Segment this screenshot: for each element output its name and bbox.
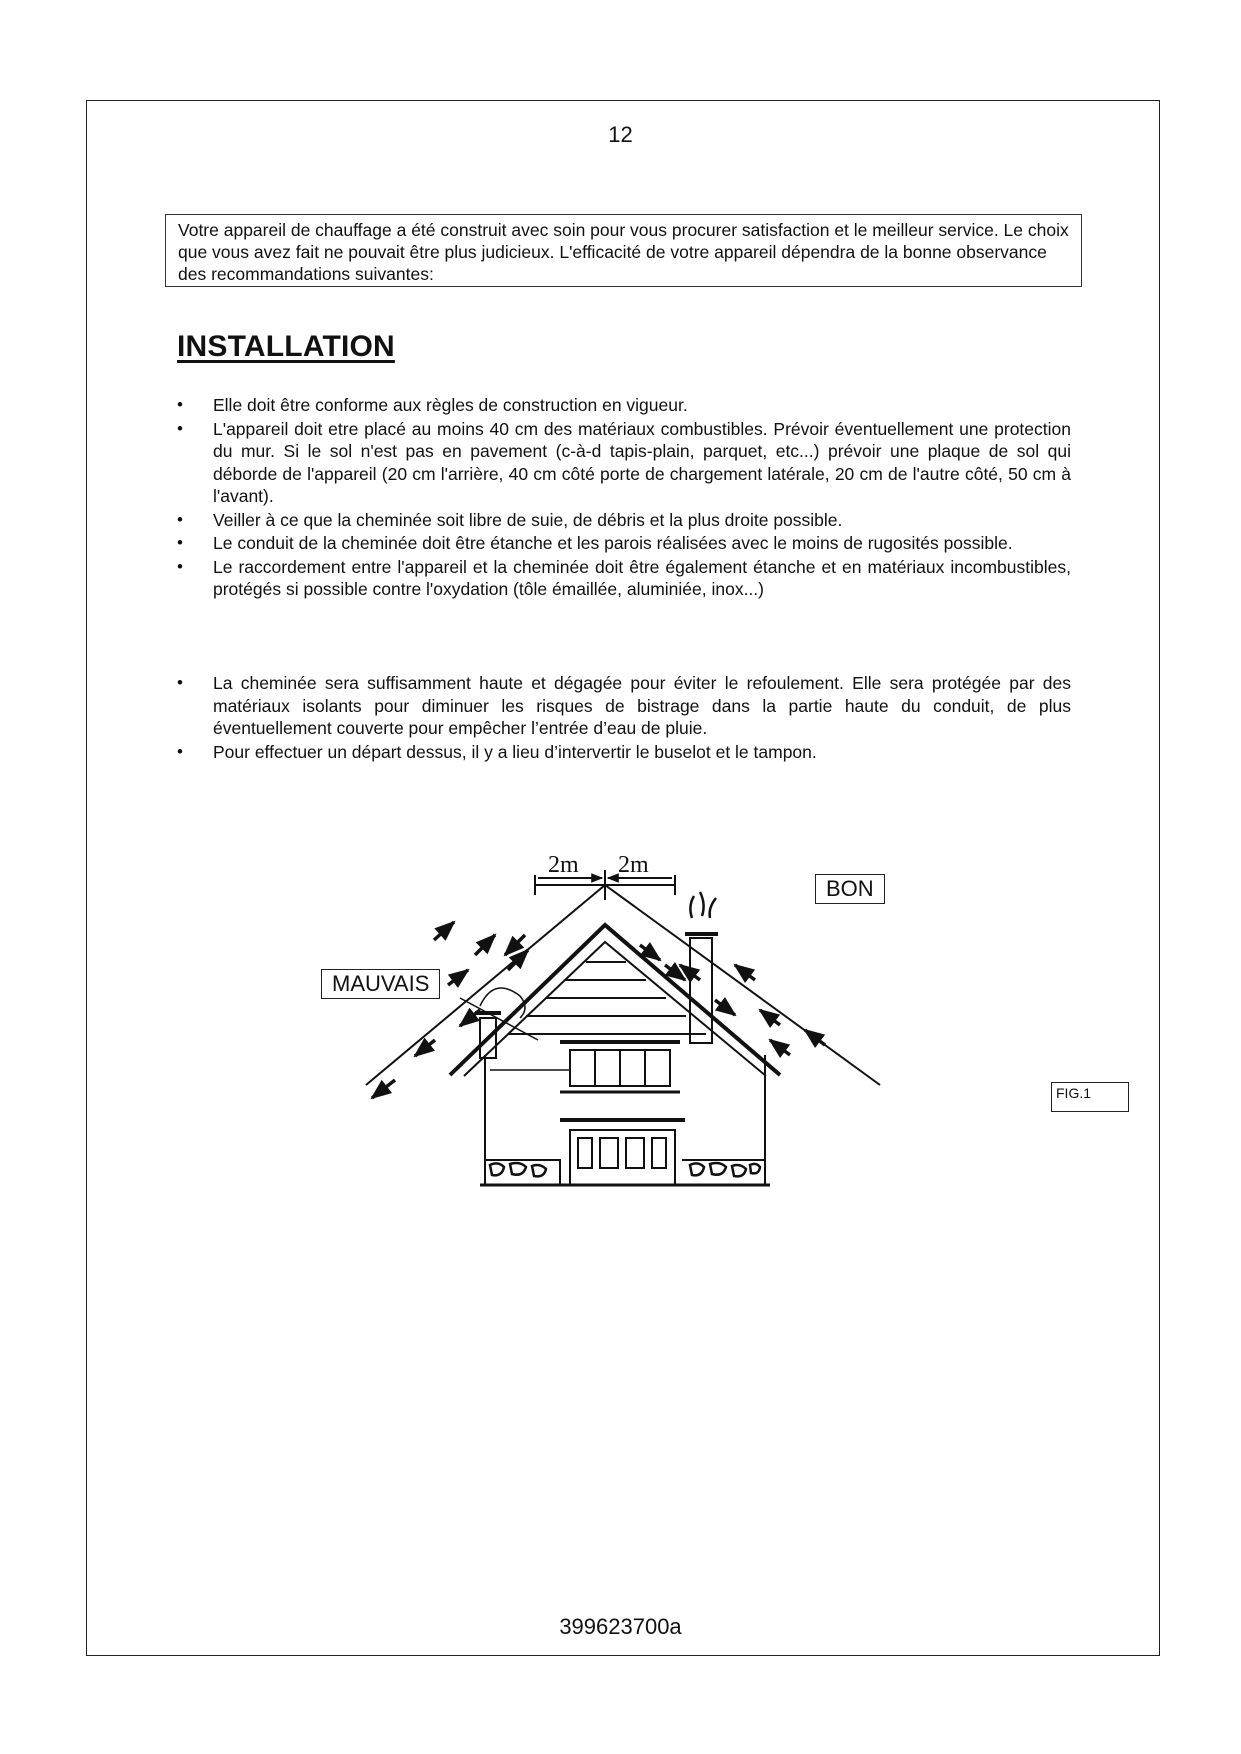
intro-box: Votre appareil de chauffage a été construit avec soin pour vous procurer satisfaction et le meilleur service. Le choix que vous avez fait ne pouvait être plus judicieux. L'efficacité de votre appareil dépendra de la bonne observance des recommandations suivantes: [165,214,1082,287]
list-item: • La cheminée sera suffisamment haute et dégagée pour éviter le refoulement. Elle sera protégée par des matériaux isolants pour diminuer les risques de bistrage dans la partie haute du conduit, de plus éventuellement couverte pour empêcher l’entrée d’eau de pluie. [177,672,1071,740]
chimney-list [177,672,1071,764]
figure-number: FIG.1 [1051,1082,1129,1112]
document-code: 399623700a [559,1614,682,1639]
dimension-left: 2m [548,852,579,878]
list-item: • L'appareil doit etre placé au moins 40 cm des matériaux combustibles. Prévoir éventuellement une protection du mur. Si le sol n'est pas en pavement (c-à-d tapis-plain, parquet, etc...) prévoir une plaque de sol qui déborde de l'appareil (20 cm l'arrière, 40 cm côté porte de chargement latérale, 20 cm de l'autre côté, 50 cm à l'avant). [177,418,1071,508]
dimension-right: 2m [618,852,649,878]
section-title: INSTALLATION [177,330,395,363]
label-good: BON [815,874,885,904]
list-item: • Elle doit être conforme aux règles de construction en vigueur. [177,394,1071,417]
list-item: • Le raccordement entre l'appareil et la cheminée doit être également étanche et en matériaux incombustibles, protégés si possible contre l'oxydation (tôle émaillée, aluminiée, inox...) [177,556,1071,601]
list-item: • Pour effectuer un départ dessus, il y a lieu d’intervertir le buselot et le tampon. [177,741,1071,764]
label-bad: MAUVAIS [321,969,440,999]
list-item: • Veiller à ce que la cheminée soit libre de suie, de débris et la plus droite possible. [177,509,1071,532]
installation-list [177,394,1071,602]
list-item: • Le conduit de la cheminée doit être étanche et les parois réalisées avec le moins de rugosités possible. [177,532,1071,555]
page-number: 12 [608,122,633,147]
